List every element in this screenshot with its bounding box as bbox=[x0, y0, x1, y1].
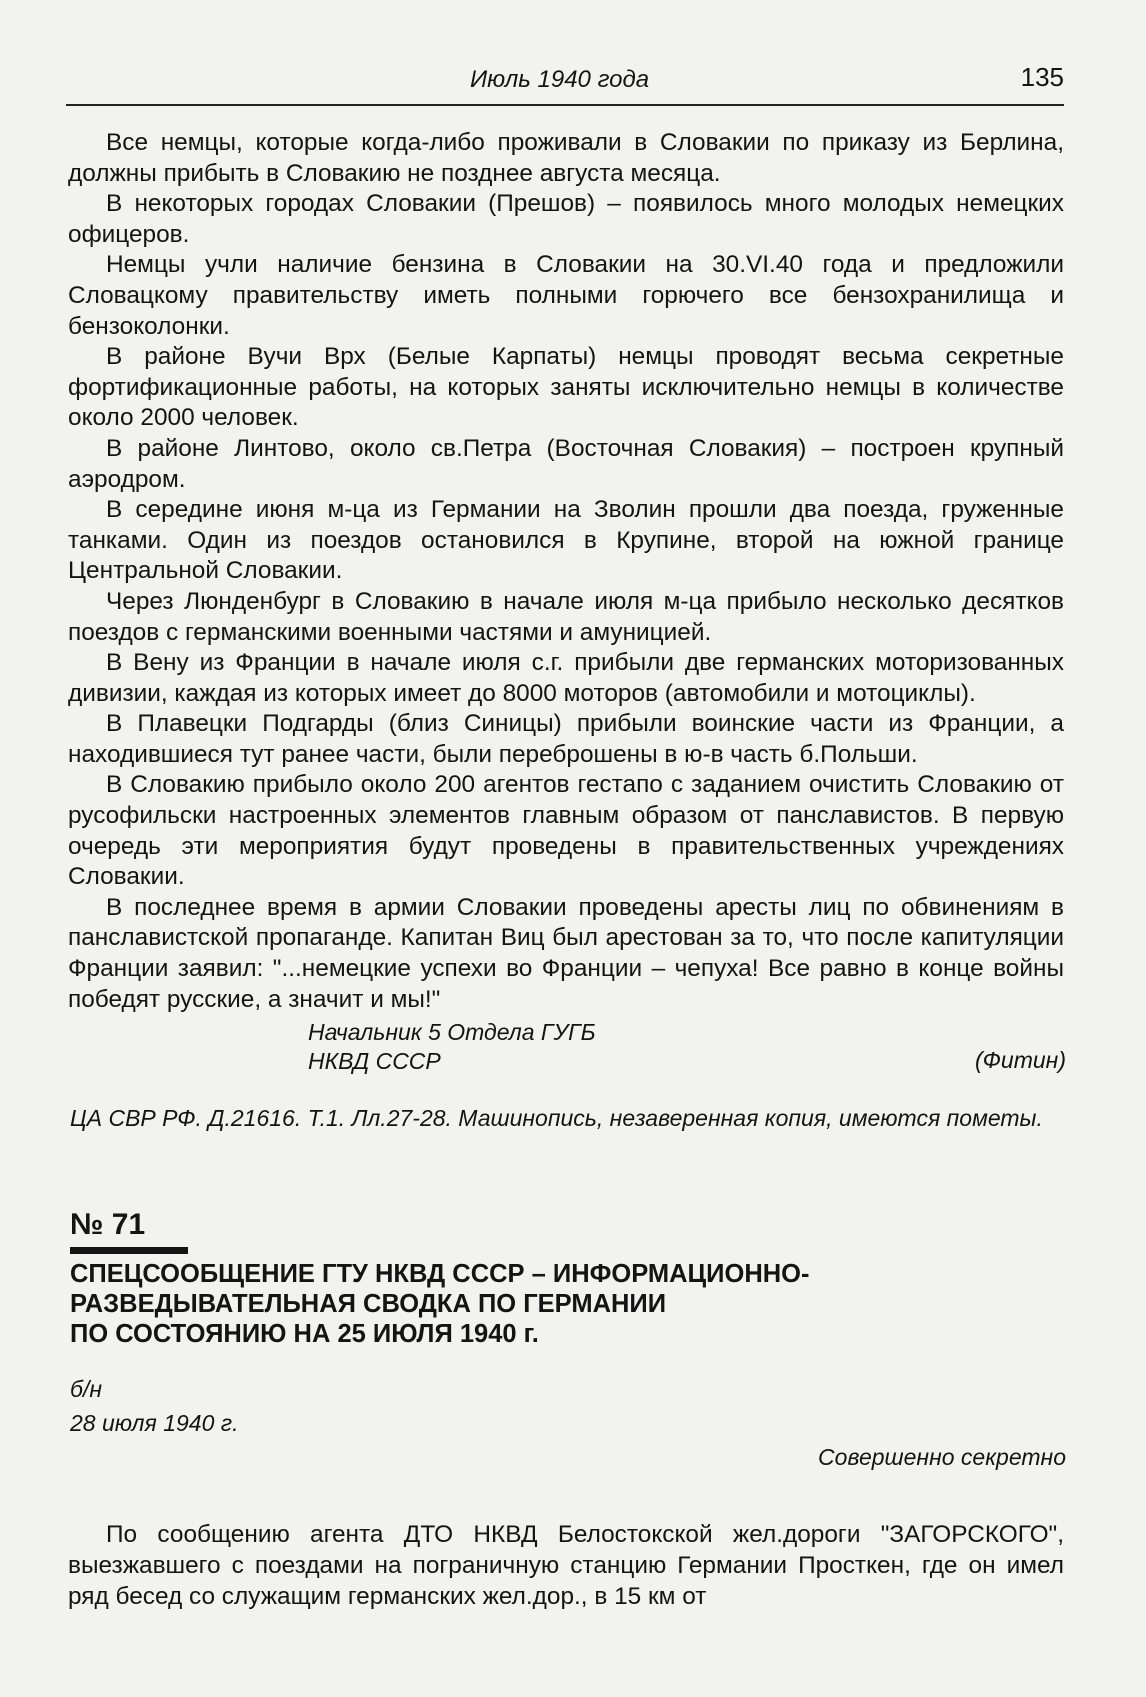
archive-note: ЦА СВР РФ. Д.21616. Т.1. Лл.27-28. Машинопись, незаверенная копия, имеются пометы. bbox=[70, 1105, 1043, 1131]
paragraph: В районе Вучи Врх (Белые Карпаты) немцы проводят весьма секретные фортификационные работы, на которых заняты исключительно немцы в количестве около 2000 человек. bbox=[68, 343, 1064, 432]
paragraph: В Вену из Франции в начале июля с.г. прибыли две германских моторизованных дивизии, каждая из которых имеет до 8000 моторов (автомобили и мотоциклы). bbox=[68, 649, 1064, 707]
running-title: Июль 1940 года bbox=[470, 66, 650, 93]
signatory-position-line: Начальник 5 Отдела ГУГБ bbox=[308, 1019, 596, 1045]
paragraph: В Плавецки Подгарды (близ Синицы) прибыли воинские части из Франции, а находившиеся тут ранее части, были переброшены в ю-в часть б.Польши. bbox=[68, 710, 1064, 768]
page-header bbox=[66, 58, 1064, 106]
signatory-position-line: НКВД СССР bbox=[308, 1048, 441, 1074]
page-number: 135 bbox=[1020, 62, 1064, 92]
paragraph: В Словакию прибыло около 200 агентов гестапо с заданием очистить Словакию от русофильски настроенных элементов главным образом от панславистов. В первую очередь эти мероприятия будут проведены в правительственных учреждениях Словакии. bbox=[68, 771, 1064, 891]
paragraph: Немцы учли наличие бензина в Словакии на 30.VI.40 года и предложили Словацкому правительству иметь полными горючего все бензохранилища и бензоколонки. bbox=[68, 251, 1064, 340]
document-title-line: РАЗВЕДЫВАТЕЛЬНАЯ СВОДКА ПО ГЕРМАНИИ bbox=[70, 1290, 667, 1318]
document-reference: б/н bbox=[70, 1376, 102, 1402]
paragraph: В последнее время в армии Словакии проведены аресты лиц по обвинениям в панславистской пропаганде. Капитан Виц был арестован за то, что после капитуляции Франции заявил: "...немецкие успехи во Франции – чепуха! Все равно в конце войны победят русские, а значит и мы!" bbox=[68, 893, 1064, 1013]
document-date: 28 июля 1940 г. bbox=[70, 1410, 239, 1436]
document-title-line: СПЕЦСООБЩЕНИЕ ГТУ НКВД СССР – ИНФОРМАЦИОННО- bbox=[70, 1260, 810, 1288]
classification-label: Совершенно секретно bbox=[818, 1444, 1066, 1470]
paragraph: В районе Линтово, около св.Петра (Восточная Словакия) – построен крупный аэродром. bbox=[68, 434, 1064, 493]
document-number-rule bbox=[70, 1247, 188, 1254]
signature-block bbox=[70, 1018, 1066, 1080]
opening-paragraph: По сообщению агента ДТО НКВД Белостокской жел.дороги "ЗАГОРСКОГО", выезжавшего с поездами на пограничную станцию Германии Просткен, где он имел ряд бесед со служащим германских жел.дор., в 15 км от bbox=[68, 1521, 1064, 1611]
document-title bbox=[70, 1259, 1070, 1349]
signatory-name: (Фитин) bbox=[974, 1047, 1066, 1073]
document-title-line: ПО СОСТОЯНИЮ НА 25 ИЮЛЯ 1940 г. bbox=[70, 1320, 539, 1348]
document-number: № 71 bbox=[70, 1208, 146, 1241]
paragraph: В середине июня м-ца из Германии на Зволин прошли два поезда, груженные танками. Один из поездов остановился в Крупине, второй на южной границе Центральной Словакии. bbox=[68, 496, 1064, 585]
paragraph: Все немцы, которые когда-либо проживали в Словакии по приказу из Берлина, должны прибыть в Словакию не позднее августа месяца. bbox=[68, 129, 1064, 187]
body-text bbox=[68, 128, 1064, 1015]
paragraph: Через Люнденбург в Словакию в начале июля м-ца прибыло несколько десятков поездов с германскими военными частями и амуницией. bbox=[68, 587, 1064, 646]
paragraph: В некоторых городах Словакии (Прешов) – появилось много молодых немецких офицеров. bbox=[68, 190, 1064, 248]
signatory-position bbox=[308, 1018, 596, 1076]
